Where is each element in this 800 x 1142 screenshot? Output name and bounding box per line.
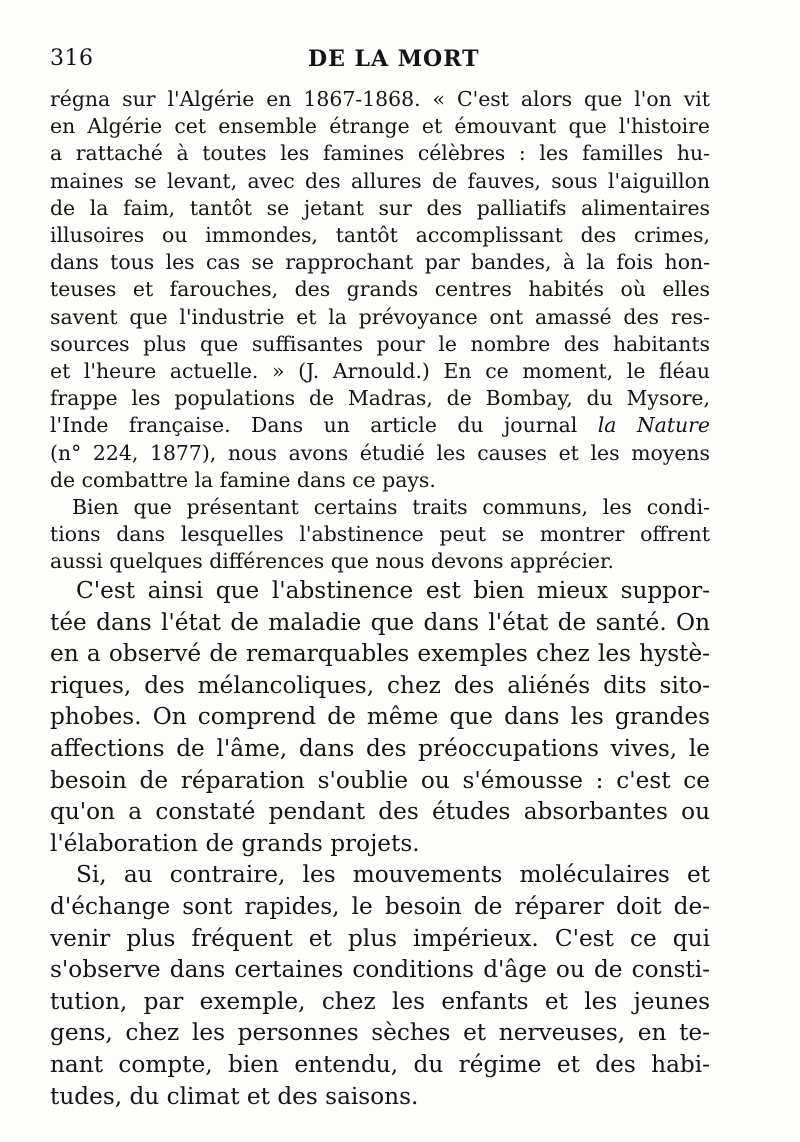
text-line: tée dans l'état de maladie que dans l'état de santé. On: [50, 608, 710, 636]
text-line: et l'heure actuelle. » (J. Arnould.) En ce moment, le fléau: [50, 359, 710, 384]
text-line: affections de l'âme, dans des préoccupations vives, le: [50, 734, 710, 762]
main-text-block: [50, 575, 710, 1112]
text-line: besoin de réparation s'oublie ou s'émousse : c'est ce: [50, 766, 710, 794]
text-line: C'est ainsi que l'abstinence est bien mieux suppor-: [76, 577, 710, 604]
text-line: tudes, du climat et des saisons.: [50, 1082, 419, 1110]
text-line-with-journal: [50, 412, 710, 439]
text-line: de la faim, tantôt se jetant sur des palliatifs alimentaires: [50, 195, 710, 220]
journal-name: la Nature: [597, 413, 710, 438]
text-line: en a observé de remarquables exemples chez les hystè-: [50, 640, 710, 668]
text-line: sources plus que suffisantes pour le nombre des habitants: [50, 331, 710, 356]
text-line: riques, des mélancoliques, chez des aliénés dits sito-: [50, 671, 710, 699]
text-line: frappe les populations de Madras, de Bombay, du Mysore,: [50, 386, 710, 411]
text-line: nant compte, bien entendu, du régime et des habi-: [50, 1050, 710, 1078]
text-line: venir plus fréquent et plus impérieux. C'est ce qui: [50, 924, 710, 952]
text-line: qu'on a constaté pendant des études absorbantes ou: [50, 798, 710, 826]
text-line: tions dans lesquelles l'abstinence peut se montrer offrent: [50, 522, 710, 547]
page-number: 316: [50, 46, 94, 71]
text-line: de combattre la famine dans ce pays.: [50, 467, 436, 492]
text-line: a rattaché à toutes les famines célèbres : les familles hu-: [50, 141, 710, 166]
text-line: en Algérie cet ensemble étrange et émouvant que l'histoire: [50, 114, 710, 139]
text-line: illusoires ou immondes, tantôt accomplissant des crimes,: [50, 223, 710, 248]
text-line: Bien que présentant certains traits communs, les condi-: [72, 495, 710, 520]
text-line: Si, au contraire, les mouvements moléculaires et: [76, 861, 710, 889]
text-line: gens, chez les personnes sèches et nerveuses, en te-: [50, 1019, 710, 1047]
text-line: aussi quelques différences que nous devons apprécier.: [50, 549, 614, 574]
text-line: dans tous les cas se rapprochant par bandes, à la fois hon-: [50, 250, 710, 275]
small-print-block: [50, 86, 710, 576]
text-line: d'échange sont rapides, le besoin de réparer doit de-: [50, 892, 710, 920]
text-line: teuses et farouches, des grands centres habités où elles: [50, 277, 710, 302]
text-line: phobes. On comprend de même que dans les grandes: [50, 703, 710, 731]
text-line: savent que l'industrie et la prévoyance ont amassé des res-: [50, 304, 710, 329]
text-line: s'observe dans certaines conditions d'âge ou de consti-: [50, 956, 710, 984]
page-header: [50, 42, 710, 78]
text-line: maines se levant, avec des allures de fauves, sous l'aiguillon: [50, 168, 710, 193]
text-line: (n° 224, 1877), nous avons étudié les causes et les moyens: [50, 440, 710, 465]
text-line: tution, par exemple, chez les enfants et les jeunes: [50, 987, 710, 1015]
text-line: l'élaboration de grands projets.: [50, 829, 420, 857]
text-line: régna sur l'Algérie en 1867-1868. « C'est alors que l'on vit: [50, 87, 710, 111]
running-title: DE LA MORT: [308, 46, 480, 72]
text-fragment: l'Inde française. Dans un article du journal: [50, 413, 578, 438]
